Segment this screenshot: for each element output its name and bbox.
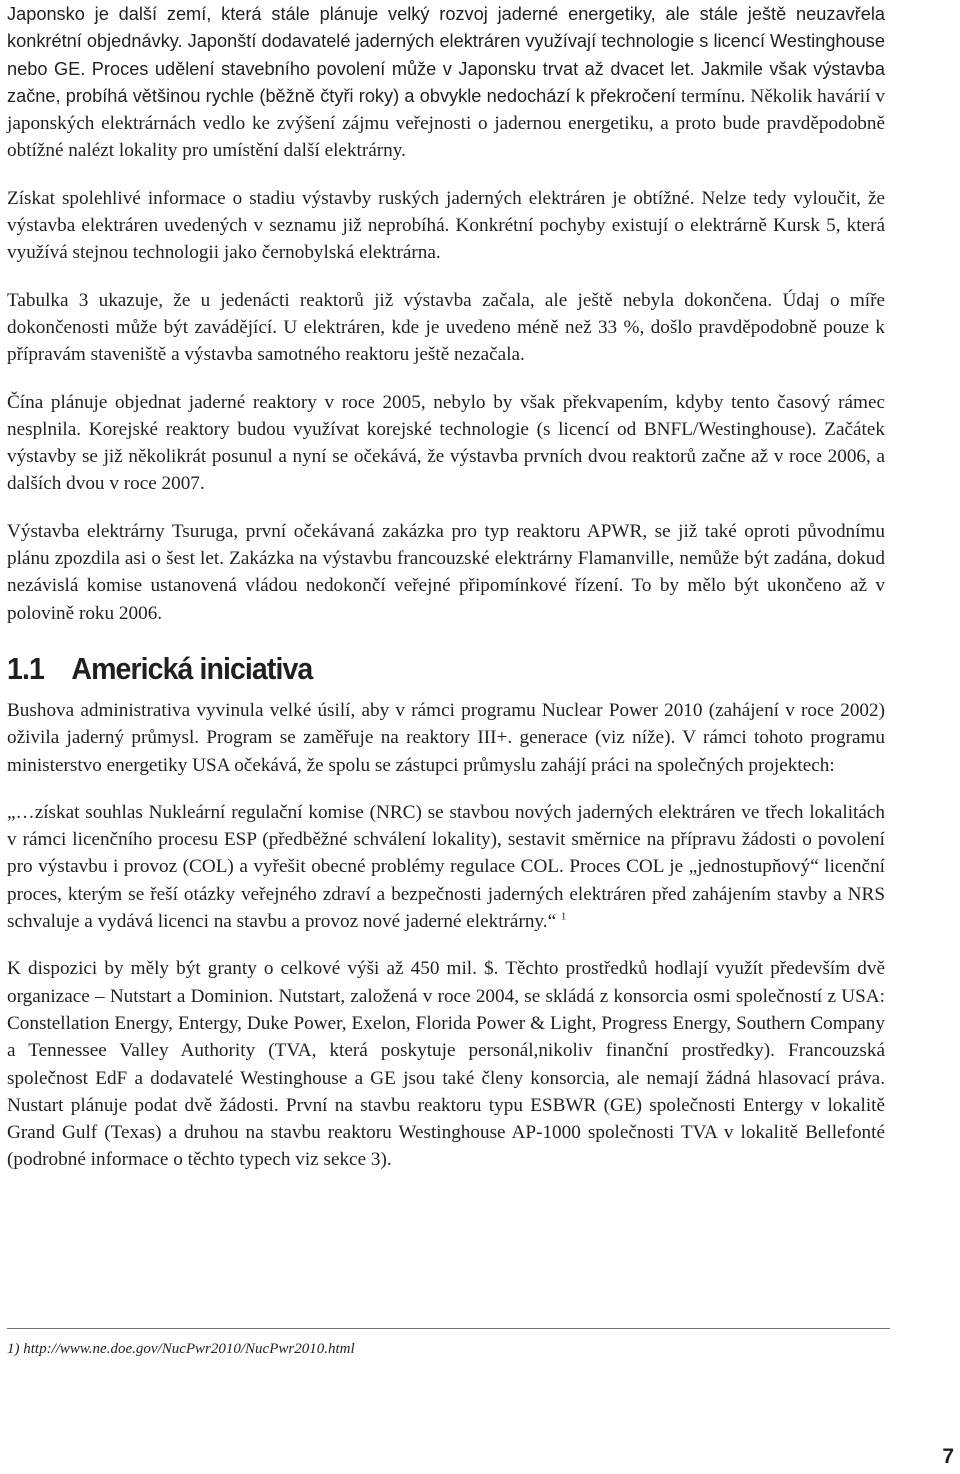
- section-heading: [7, 649, 815, 689]
- paragraph-table-3: Tabulka 3 ukazuje, že u jedenácti reaktorů již výstavba začala, ale ještě nebyla dokončena. Údaj o míře dokončenosti může být zavádějící. U elektráren, kde je uvedeno méně než 33 %, došlo pravděpodobně pouze k přípravám staveniště a výstavba samotného reaktoru ještě nezačala.: [7, 289, 885, 366]
- quote-text: „…získat souhlas Nukleární regulační komise (NRC) se stavbou nových jaderných elektráren ve třech lokalitách v rámci licenčního procesu ESP (předběžné schválení lokality), sestavit směrnice na přípravu žádosti o povolení pro výstavbu i provoz (COL) a vyřešit obecné problémy regulace COL. Proces COL je „jednostupňový“ licenční proces, kterým se řeší otázky veřejného zdraví a bezpečnosti jaderných elektráren před zahájením stavby a NRS schvaluje a vydává licenci na stavbu a provoz nové jaderné elektrárny.“: [7, 801, 885, 933]
- footnote-reference: 1: [560, 910, 567, 923]
- paragraph-russia: Získat spolehlivé informace o stadiu výstavby ruských jaderných elektráren je obtížné. Nelze tedy vyloučit, že výstavba elektráren uvedených v seznamu již neprobíhá. Konkrétní pochyby existují o elektrárně Kursk 5, která využívá stejnou technologii jako černobylská elektrárna.: [7, 187, 885, 264]
- paragraph-section-intro: Bushova administrativa vyvinula velké úsilí, aby v rámci programu Nuclear Power 2010 (zahájení v roce 2002) oživila jaderný průmysl. Program se zaměřuje na reaktory III+. generace (viz níže). V rámci tohoto programu ministerstvo energetiky USA očekává, že spolu se zástupci průmyslu zahájí práci na společných projektech:: [7, 699, 885, 776]
- paragraph-china: Čína plánuje objednat jaderné reaktory v roce 2005, nebylo by však překvapením, kdyby tento časový rámec nesplnila. Korejské reaktory budou využívat korejské technologie (s licencí od BNFL/Westinghouse). Začátek výstavby se již několikrát posunul a nyní se očekává, že výstavba prvních dvou reaktorů začne až v roce 2006, a dalších dvou v roce 2007.: [7, 391, 885, 495]
- footnote-divider: [7, 1328, 890, 1329]
- paragraph-grants: K dispozici by měly být granty o celkové výši až 450 mil. $. Těchto prostředků hodlají využít především dvě organizace – Nutstart a Dominion. Nutstart, založená v roce 2004, se skládá z konsorcia osmi společností z USA: Constellation Energy, Entergy, Duke Power, Exelon, Florida Power & Light, Progress Energy, Southern Company a Tennessee Valley Authority (TVA, která poskytuje personál,nikoliv finanční prostředky). Francouzská společnost EdF a dodavatelé Westinghouse a GE jsou také členy konsorcia, ale nemají žádná hlasovací práva. Nustart plánuje podat dvě žádosti. První na stavbu reaktoru typu ESBWR (GE) společnosti Entergy v lokalitě Grand Gulf (Texas) a druhou na stavbu reaktoru Westinghouse AP-1000 společnosti TVA v lokalitě Bellefonté (podrobné informace o těchto typech viz sekce 3).: [7, 958, 885, 1171]
- body-text: [7, 1, 885, 1194]
- paragraph-quote: [7, 799, 885, 935]
- paragraph-japan: [7, 1, 885, 165]
- section-number: 1.1: [7, 650, 44, 686]
- section-title: Americká iniciativa: [71, 650, 313, 686]
- paragraph-tsuruga: Výstavba elektrárny Tsuruga, první očekávaná zakázka pro typ reaktoru APWR, se již také oproti původnímu plánu zpozdila asi o šest let. Zakázka na výstavbu francouzské elektrárny Flamanville, nemůže být zadána, dokud nezávislá komise ustanovená vládou nedokončí veřejné připomínkové řízení. To by mělo být ukončeno až v polovině roku 2006.: [7, 520, 885, 624]
- footnote: 1) http://www.ne.doe.gov/NucPwr2010/NucPwr2010.html: [7, 1341, 355, 1357]
- paragraph-japan-serif-part: termínu. Několik havárií v japonských elektrárnách vedlo ke zvýšení zájmu veřejnosti o jadernou energetiku, a proto bude pravděpodobně obtížné nalézt lokality pro umístění další elektrárny.: [7, 85, 886, 162]
- page-number: 7: [942, 1445, 954, 1468]
- paragraph-japan-sans-part: Japonsko je další zemí, která stále plánuje velký rozvoj jaderné energetiky, ale stále ještě neuzavřela konkrétní objednávky. Japonští dodavatelé jaderných elektráren využívají technologie s licencí Westinghouse nebo GE. Proces udělení stavebního povolení může v Japonsku trvat až dvacet let. Jakmile však výstavba začne, probíhá většinou rychle (běžně čtyři roky) a obvykle nedochází k překročení: [7, 4, 885, 106]
